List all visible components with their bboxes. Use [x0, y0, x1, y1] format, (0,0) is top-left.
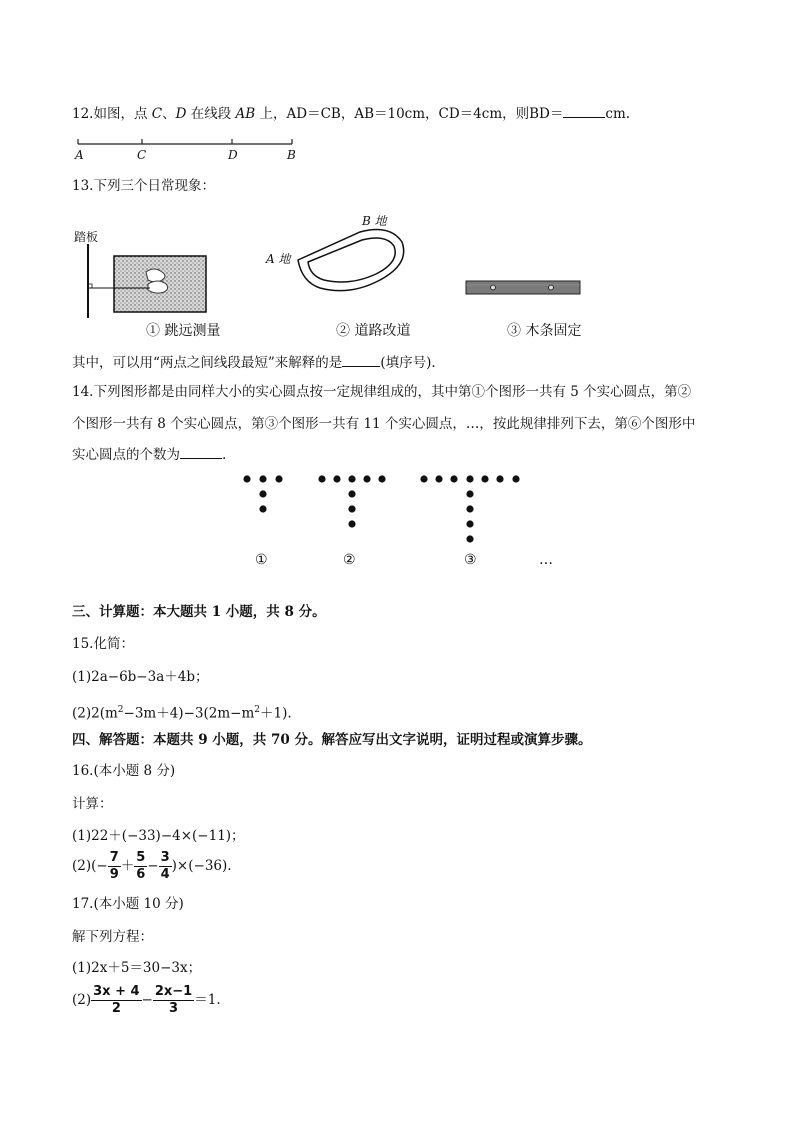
q12-text: 12.如图，点: [72, 106, 152, 122]
q16-p2-text: )×(−36).: [171, 858, 232, 874]
q13-answer-blank[interactable]: [342, 352, 380, 367]
fraction-2x-minus-1-over-3: [153, 984, 194, 1017]
q12-var-ab: AB: [235, 106, 256, 122]
denominator: 2: [111, 1001, 121, 1016]
q17-part-2: [72, 982, 221, 1018]
q13-question: [72, 352, 436, 373]
dot-pattern-1: [243, 475, 282, 512]
wood-strip: [466, 281, 580, 294]
q13-figure-long-jump: [74, 244, 214, 320]
q13-question-text: 其中，可以用“两点之间线段最短”来解释的是: [72, 355, 343, 371]
numerator: 3: [160, 850, 170, 865]
denominator: 6: [136, 867, 146, 882]
q16-part-2: [72, 848, 232, 884]
point-label-c: C: [137, 148, 147, 162]
q14-answer-blank[interactable]: [180, 444, 222, 459]
dot-label-2: ②: [343, 552, 356, 568]
caption-3: ③ 木条固定: [507, 323, 582, 339]
q12-segment-figure: [72, 136, 302, 166]
q12-answer-blank[interactable]: [563, 103, 605, 118]
caption-1: ① 跳远测量: [146, 323, 221, 339]
q12-text: 、: [162, 106, 176, 122]
q16-p2-text: (2)(−: [72, 858, 108, 874]
takeoff-board-label: 踏板: [74, 230, 99, 244]
dot-pattern-3: [420, 475, 519, 542]
q13-stem: 13.下列三个日常现象：: [72, 178, 215, 194]
numerator: 2x−1: [154, 984, 193, 999]
point-label-b: B: [287, 148, 296, 162]
q16-intro: 计算：: [72, 796, 113, 812]
nail-1: [491, 285, 496, 290]
q17-stem: 17.(本小题 10 分): [72, 896, 184, 912]
dot-pattern-2: [318, 475, 385, 527]
q12-var-c: C: [151, 106, 163, 122]
q17-intro: 解下列方程：: [72, 929, 153, 945]
q13-figure-wood-strip: [465, 278, 583, 298]
q16-part-1: (1)22＋(−33)−4×(−11)；: [72, 828, 245, 844]
denominator: 4: [160, 867, 170, 882]
fraction-7-9: [108, 850, 121, 883]
point-label-d: D: [228, 148, 238, 162]
q17-part-1: (1)2x＋5＝30−3x；: [72, 960, 202, 976]
place-a-label: A 地: [266, 252, 291, 266]
operator: ＋: [120, 858, 135, 874]
dot-label-1: ①: [255, 552, 268, 568]
section-4-title: 四、解答题：本题共 9 小题，共 70 分。解答应写出文字说明，证明过程或演算步骤。: [72, 732, 592, 748]
q17-p2-text: ＝1.: [194, 992, 221, 1008]
operator: −: [141, 992, 153, 1008]
q14-line-3-text: 实心圆点的个数为: [72, 447, 180, 463]
q15-p2-text: (2)2(m: [72, 705, 118, 722]
road-inner: [308, 238, 395, 282]
footprint-2: [148, 281, 168, 293]
fraction-3-4: [159, 850, 172, 883]
q12-var-d: D: [175, 106, 187, 122]
caption-2: ② 道路改道: [336, 323, 411, 339]
exponent: 2: [117, 705, 124, 715]
q15-stem: 15.化简：: [72, 636, 134, 652]
q13-question-end: (填序号).: [380, 355, 436, 371]
q13-figure-road: [290, 224, 410, 298]
q15-p2-text: −3m＋4)−3(2m−m: [123, 705, 255, 722]
point-label-a: A: [75, 148, 84, 162]
numerator: 5: [136, 850, 146, 865]
exponent: 2: [254, 705, 260, 715]
operator: −: [147, 858, 159, 874]
q14-dot-figures: [236, 470, 536, 546]
dot-label-ellipsis: …: [539, 552, 553, 568]
section-3-title: 三、计算题：本大题共 1 小题，共 8 分。: [72, 604, 326, 620]
fraction-5-6: [134, 850, 147, 883]
numerator: 3x + 4: [93, 984, 140, 999]
q14-period: .: [222, 447, 227, 463]
q14-line-3: [72, 444, 226, 465]
dot-label-3: ③: [464, 552, 477, 568]
nail-2: [549, 285, 554, 290]
q12-text: 上，AD＝CB，AB＝10cm，CD＝4cm，则BD＝: [255, 106, 564, 122]
denominator: 3: [169, 1001, 179, 1016]
q14-line-2: 个图形一共有 8 个实心圆点，第③个图形一共有 11 个实心圆点，…，按此规律排列下去，第⑥个图形中: [72, 416, 696, 432]
q15-part-2: [72, 700, 292, 724]
denominator: 9: [109, 867, 119, 882]
q12-text: 在线段: [186, 106, 236, 122]
q12-unit: cm.: [605, 106, 631, 122]
q15-part-1: (1)2a−6b−3a＋4b；: [72, 669, 209, 685]
q14-line-1: 14.下列图形都是由同样大小的实心圆点按一定规律组成的，其中第①个图形一共有 5 个实心圆点，第②: [72, 384, 692, 400]
q15-p2-text: ＋1).: [259, 705, 292, 722]
numerator: 7: [109, 850, 119, 865]
place-b-label: B 地: [362, 214, 387, 228]
q16-stem: 16.(本小题 8 分): [72, 763, 176, 779]
fraction-3x-plus-4-over-2: [91, 984, 141, 1017]
q12-stem: [72, 103, 630, 124]
q17-p2-text: (2): [72, 992, 92, 1008]
